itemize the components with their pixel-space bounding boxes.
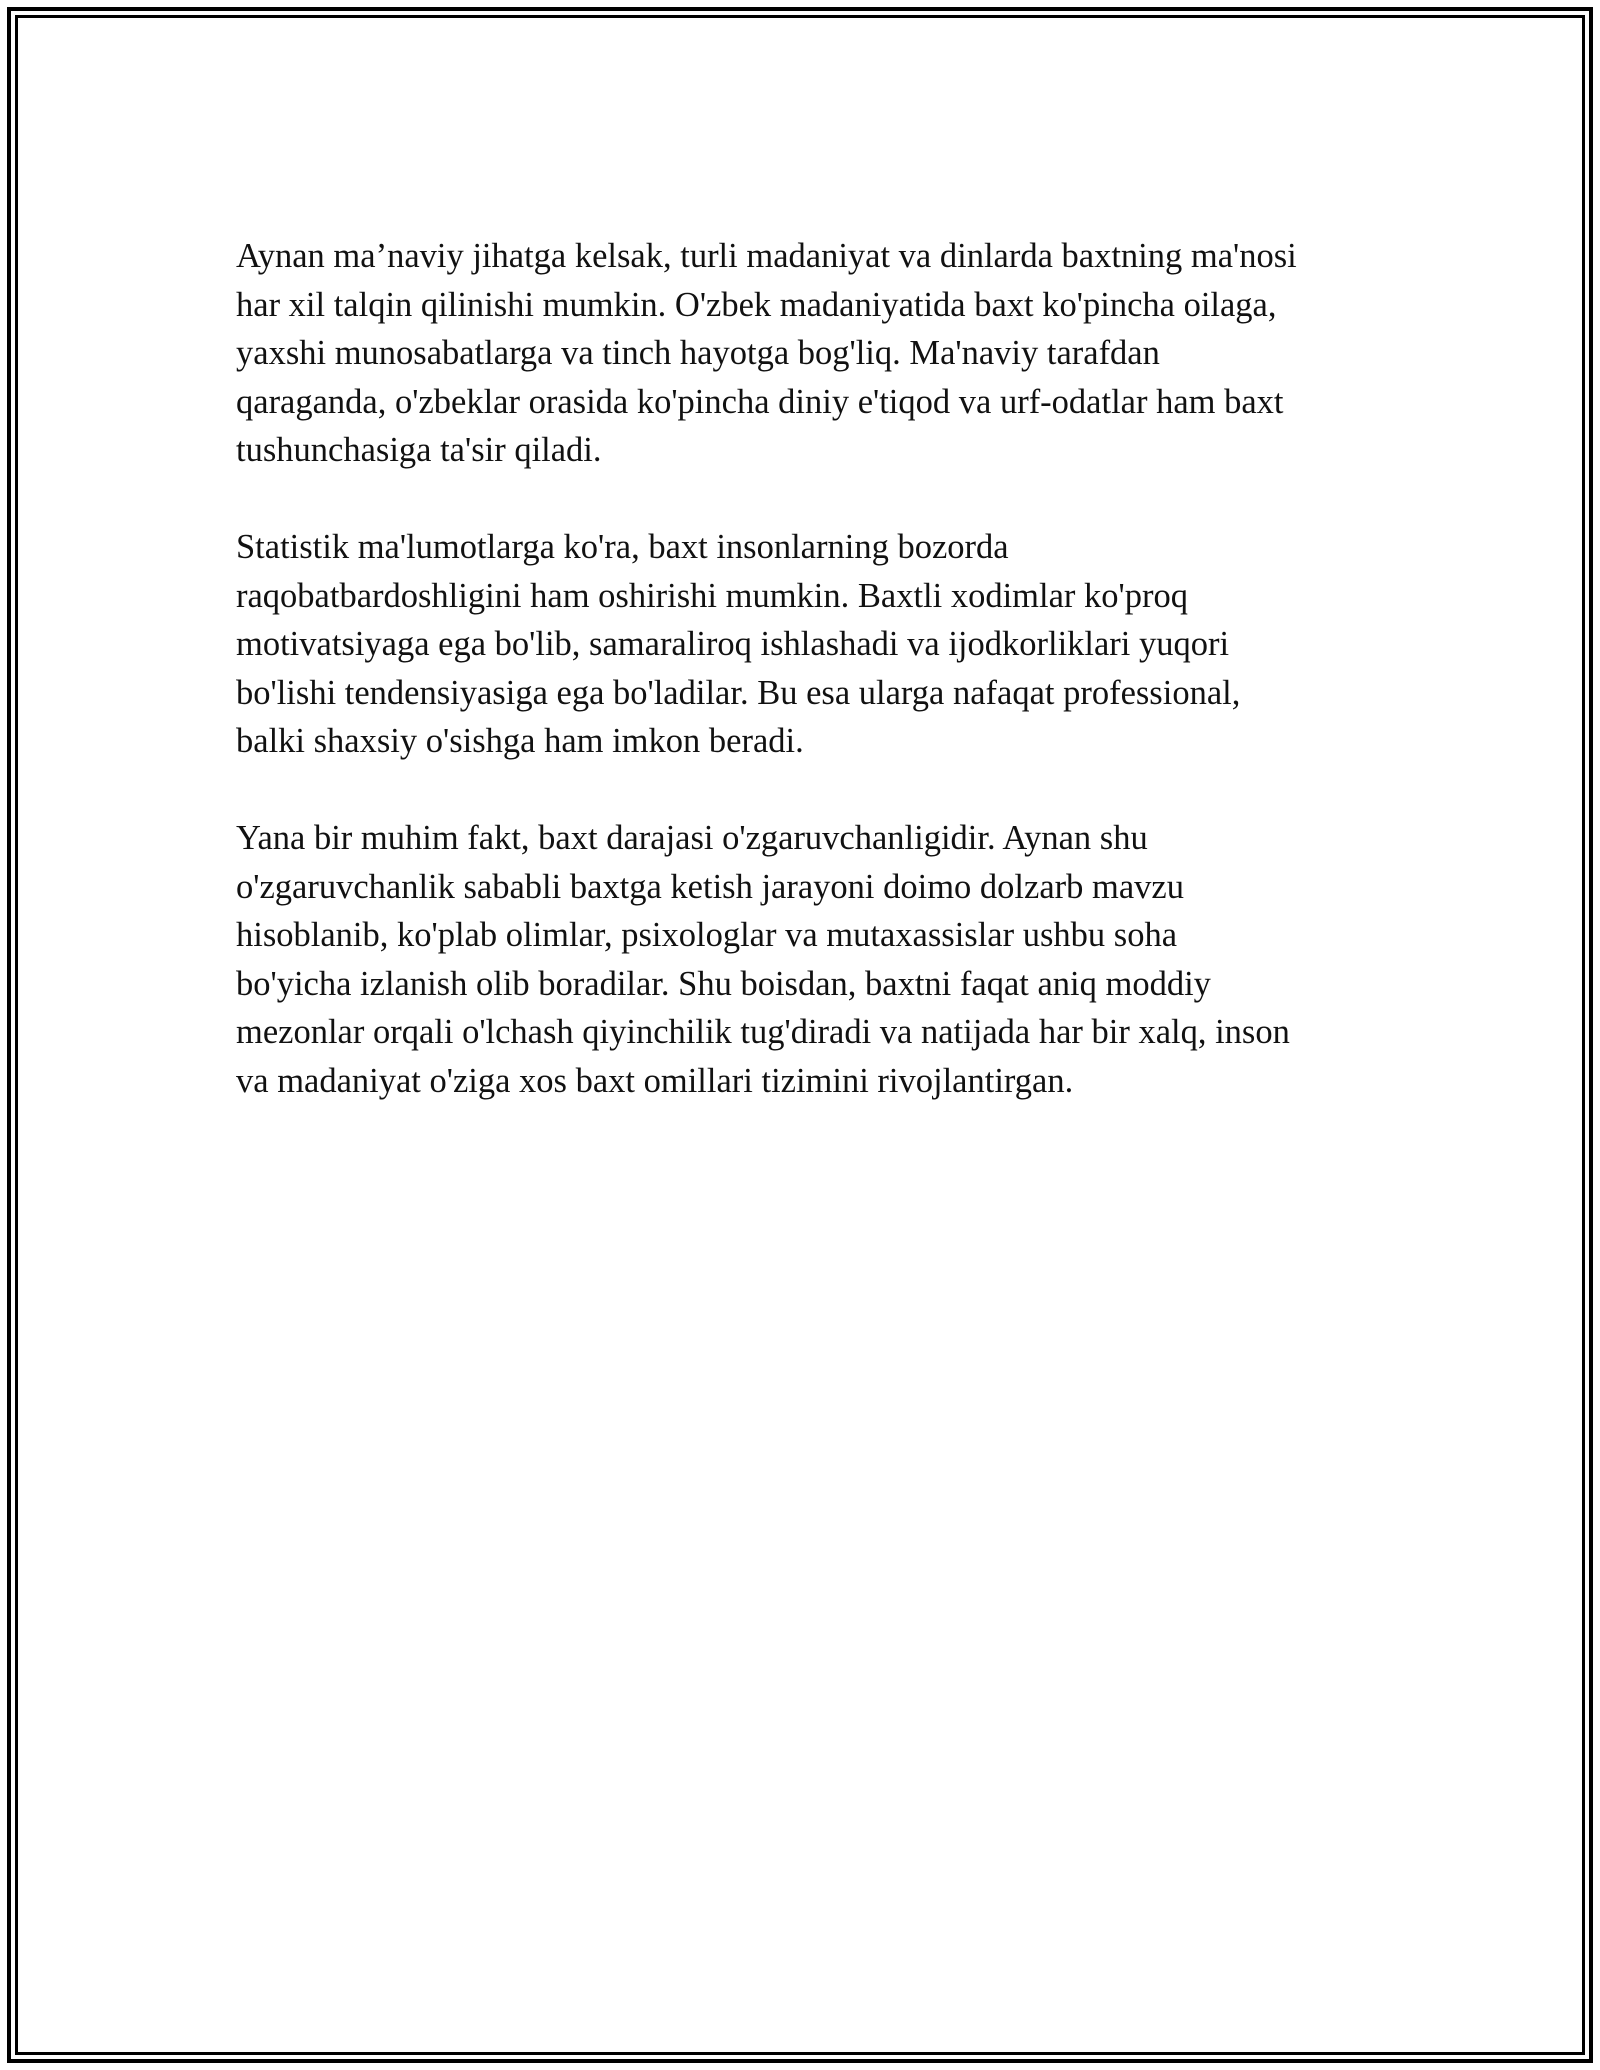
text-line: qaraganda, o'zbeklar orasida ko'pincha diniy e'tiqod va urf-odatlar ham baxt	[236, 382, 1284, 421]
text-line: motivatsiyaga ega bo'lib, samaraliroq ishlashadi va ijodkorliklari yuqori	[236, 625, 1230, 663]
text-line: Yana bir muhim fakt, baxt darajasi o'zgaruvchanligidir. Aynan shu	[236, 819, 1148, 857]
text-line: hisoblanib, ko'plab olimlar, psixologlar va mutaxassislar ushbu soha	[236, 916, 1178, 954]
text-line: har xil talqin qilinishi mumkin. O'zbek madaniyatida baxt ko'pincha oilaga,	[236, 285, 1277, 324]
paragraph-1	[236, 232, 1396, 475]
document-body	[236, 232, 1396, 1154]
text-line: Aynan ma’naviy jihatga kelsak, turli madaniyat va dinlarda baxtning ma'nosi	[236, 237, 1297, 275]
paragraph-3	[236, 814, 1396, 1105]
text-line: o'zgaruvchanlik sababli baxtga ketish jarayoni doimo dolzarb mavzu	[236, 867, 1184, 906]
text-line: va madaniyat o'ziga xos baxt omillari tizimini rivojlantirgan.	[236, 1061, 1074, 1100]
text-line: balki shaxsiy o'sishga ham imkon beradi.	[236, 722, 804, 760]
text-line: yaxshi munosabatlarga va tinch hayotga bog'liq. Ma'naviy tarafdan	[236, 334, 1160, 372]
text-line: mezonlar orqali o'lchash qiyinchilik tug'diradi va natijada har bir xalq, inson	[236, 1013, 1290, 1051]
text-line: bo'lishi tendensiyasiga ega bo'ladilar. Bu esa ularga nafaqat professional,	[236, 673, 1241, 712]
text-line: raqobatbardoshligini ham oshirishi mumkin. Baxtli xodimlar ko'proq	[236, 576, 1188, 615]
text-line: Statistik ma'lumotlarga ko'ra, baxt insonlarning bozorda	[236, 528, 1009, 566]
text-line: bo'yicha izlanish olib boradilar. Shu boisdan, baxtni faqat aniq moddiy	[236, 964, 1211, 1003]
text-line: tushunchasiga ta'sir qiladi.	[236, 431, 602, 469]
paragraph-2	[236, 523, 1396, 766]
